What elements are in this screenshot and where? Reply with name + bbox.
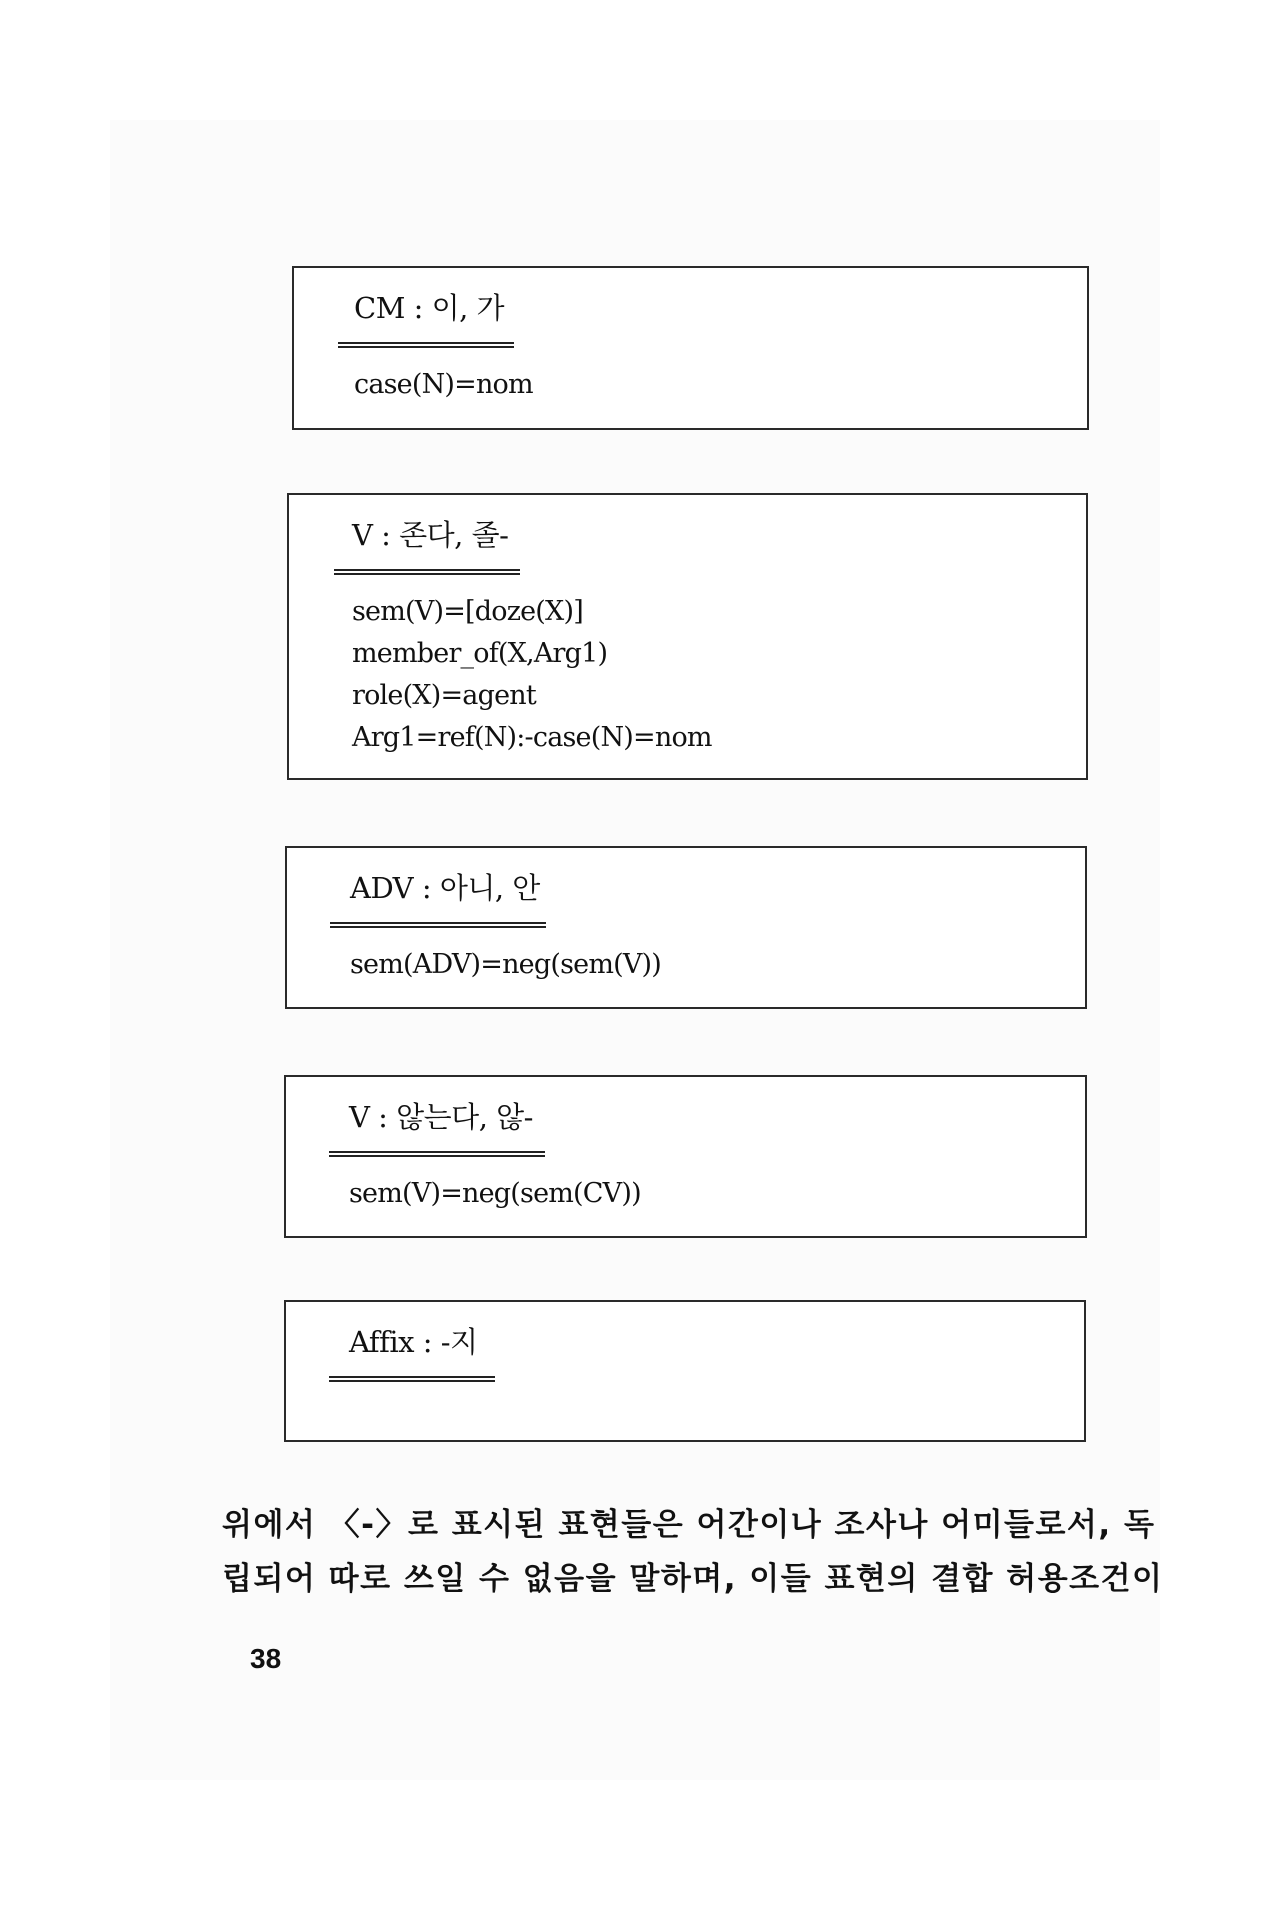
feature-line: case(N)=nom — [354, 369, 533, 400]
body-text-line-2: 립되어 따로 쓰일 수 없음을 말하며, 이들 표현의 결합 허용조건이 — [222, 1561, 1164, 1597]
double-rule — [329, 1376, 495, 1382]
double-rule — [334, 569, 520, 575]
feature-line: role(X)=agent — [352, 680, 536, 711]
feature-line: member_of(X,Arg1) — [352, 638, 608, 669]
double-rule — [329, 1151, 545, 1157]
lexical-entry-v-doze — [287, 493, 1088, 780]
feature-list — [350, 944, 661, 986]
feature-line: sem(V)=neg(sem(CV)) — [349, 1178, 641, 1209]
entry-head: V : 존다, 졸- — [352, 518, 509, 552]
page-number: 38 — [250, 1643, 282, 1674]
feature-list — [349, 1173, 641, 1215]
double-rule — [338, 342, 514, 348]
entry-head: ADV : 아니, 안 — [350, 871, 540, 905]
feature-list — [352, 591, 712, 759]
feature-list — [354, 364, 533, 406]
feature-line: Arg1=ref(N):-case(N)=nom — [352, 722, 712, 753]
body-text-line-1: 위에서 〈-〉로 표시된 표현들은 어간이나 조사나 어미들로서, 독 — [222, 1507, 1156, 1543]
lexical-entry-affix — [284, 1300, 1086, 1442]
feature-line: sem(ADV)=neg(sem(V)) — [350, 949, 662, 980]
lexical-entry-v-neg — [284, 1075, 1087, 1238]
feature-line: sem(V)=[doze(X)] — [352, 596, 583, 627]
double-rule — [330, 922, 546, 928]
entry-head: Affix : -지 — [349, 1325, 478, 1359]
lexical-entry-cm — [292, 266, 1089, 430]
entry-head: CM : 이, 가 — [354, 291, 505, 325]
lexical-entry-adv — [285, 846, 1087, 1009]
entry-head: V : 않는다, 않- — [349, 1100, 533, 1134]
